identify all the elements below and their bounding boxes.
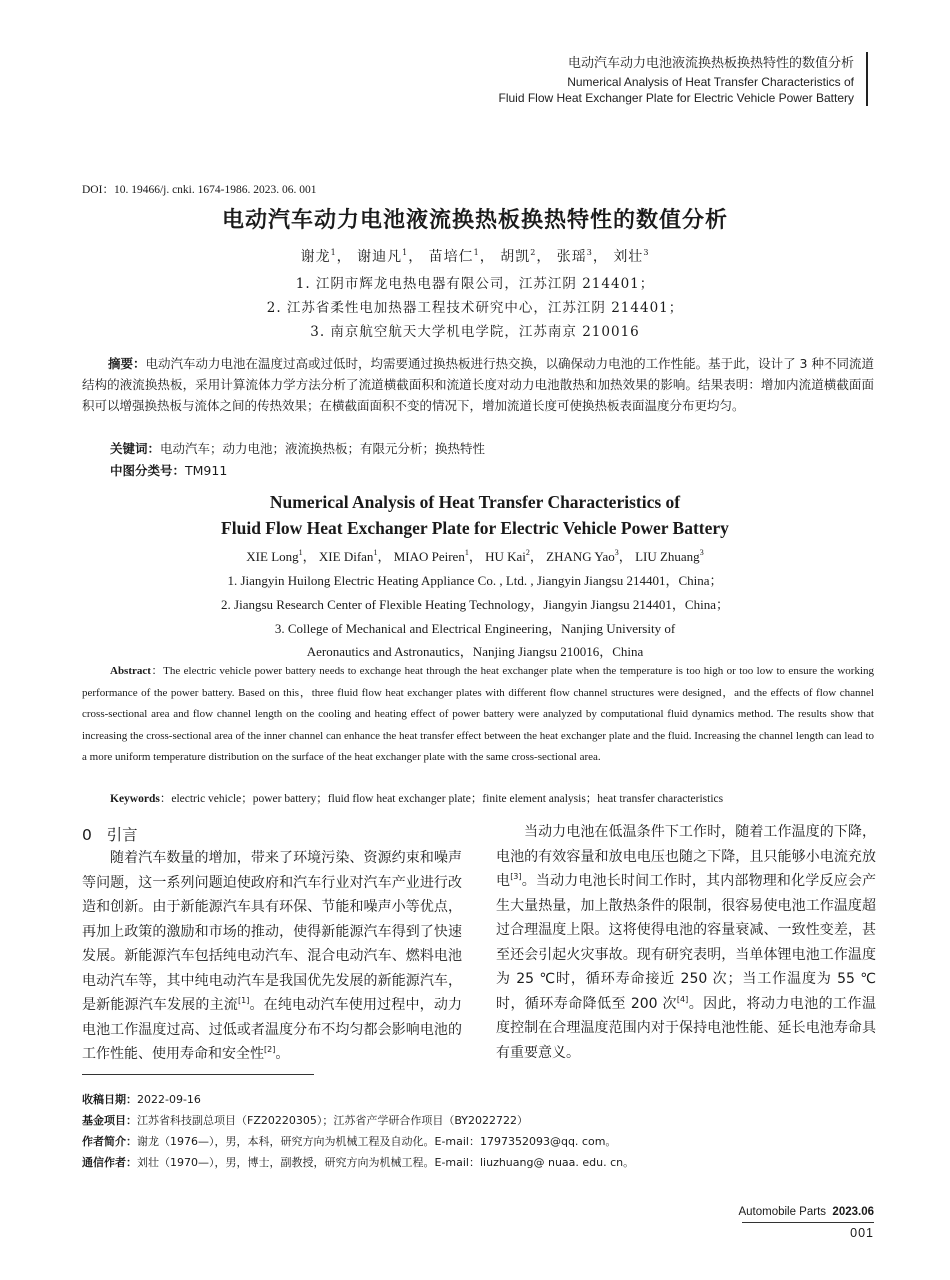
footnote-label: 作者简介： xyxy=(82,1135,137,1148)
section-title: 引言 xyxy=(106,826,138,844)
author-sup: 1 xyxy=(373,548,378,557)
affiliation-en-2: 2. Jiangsu Research Center of Flexible Heating Technology，Jiangyin Jiangsu 214401，China； xyxy=(221,597,729,612)
body-text: 当动力电池在低温条件下工作时，随着工作温度的下降，电池的有效容量和放电电压也随之下降，且只能够小电流充放电 xyxy=(496,824,876,889)
author-sup: 1 xyxy=(402,248,409,257)
author-cn: 谢迪凡 xyxy=(357,249,403,265)
author-sup: 3 xyxy=(643,248,650,257)
citation: [3] xyxy=(510,872,522,881)
keywords-cn-label: 关键词： xyxy=(110,441,161,456)
keywords-cn-text: 电动汽车；动力电池；液流换热板；有限元分析；换热特性 xyxy=(160,441,486,456)
keywords-en-text: ：electric vehicle；power battery；fluid flow heat exchanger plate；finite element analysis；heat transfer characteristics xyxy=(159,793,724,805)
footnote-received xyxy=(82,1091,201,1107)
author-cn: 刘壮 xyxy=(613,249,644,265)
author-sup: 3 xyxy=(699,548,704,557)
keywords-en-label: Keywords xyxy=(110,793,160,805)
author-sup: 3 xyxy=(586,248,593,257)
author-sup: 1 xyxy=(464,548,469,557)
body-text: 。当动力电池长时间工作时，其内部物理和化学反应会产生大量热量，加上散热条件的限制，很容易使电池工作温度超过合理温度上限。这将使得电池的容量衰减、一致性变差，甚至还会引起火灾事故。现有研究表明，当单体锂电池工作温度为 25 ℃时，循环寿命接近 250 次；当工作温度为 55 ℃时，循环寿命降低至 200 次 xyxy=(496,873,877,1012)
body-text: 随着汽车数量的增加，带来了环境污染、资源约束和噪声等问题，这一系列问题迫使政府和汽车行业对汽车产业进行改造和创新。由于新能源汽车具有环保、节能和噪声小等优点，再加上政策的激励和市场的推动，使得新能源汽车得到了快速发展。新能源汽车包括纯电动汽车、混合电动汽车、燃料电池电动汽车等，其中纯电动汽车是我国优先发展的新能源汽车，是新能源汽车发展的主流 xyxy=(82,850,462,1013)
author-sup: 3 xyxy=(614,548,619,557)
footnote-rule xyxy=(82,1074,314,1075)
author-sup: 1 xyxy=(473,248,480,257)
journal-issue: 2023.06 xyxy=(832,1206,874,1218)
clc-number xyxy=(110,461,227,479)
body-text: 。 xyxy=(275,1046,290,1062)
body-paragraph xyxy=(496,820,876,1065)
footnote-label: 通信作者： xyxy=(82,1156,137,1169)
journal-name: Automobile Parts xyxy=(738,1206,827,1218)
authors-cn: 谢龙$^1$， 谢迪凡$^1$， 苗培仁$^1$， 胡凯$^2$， 张瑶$^3$， 刘壮$^3$ xyxy=(300,248,650,265)
author-cn: 苗培仁 xyxy=(428,249,474,265)
footer-rule xyxy=(742,1222,874,1223)
citation: [1] xyxy=(237,996,250,1005)
author-sup: 1 xyxy=(298,548,303,557)
affiliation-en-3: 3. College of Mechanical and Electrical Engineering，Nanjing University of xyxy=(274,621,676,636)
author-en: ZHANG Yao xyxy=(546,549,615,564)
abstract-en-label: Abstract xyxy=(110,665,151,677)
author-cn: 谢龙 xyxy=(300,249,331,265)
footnote-fund xyxy=(82,1112,528,1128)
author-sup: 1 xyxy=(330,248,337,257)
footnote-text: 刘壮（1970—），男，博士，副教授，研究方向为机械工程。E-mail：liuzhuang@ nuaa. edu. cn。 xyxy=(137,1156,635,1169)
clc-text: TM911 xyxy=(185,463,228,478)
doi: DOI：10. 19466/j. cnki. 1674-1986. 2023. 06. 001 xyxy=(82,184,317,196)
citation: [2] xyxy=(264,1045,276,1054)
author-en: XIE Long xyxy=(246,549,299,564)
body-text: 。因此，将动力电池的工作温度控制在合理温度范围内对于保持电池性能、延长电池寿命具有重要意义。 xyxy=(496,995,877,1061)
keywords-en xyxy=(110,790,723,806)
page-number: 001 xyxy=(850,1226,874,1240)
affiliation-cn-2: 2. 江苏省柔性电加热器工程技术研究中心，江苏江阴 214401； xyxy=(266,300,684,316)
author-cn: 张瑶 xyxy=(556,249,587,265)
running-header-en-line1: Numerical Analysis of Heat Transfer Characteristics of xyxy=(567,75,854,89)
affiliation-cn-3: 3. 南京航空航天大学机电学院，江苏南京 210016 xyxy=(310,324,640,340)
footnote-label: 收稿日期： xyxy=(82,1093,137,1106)
affiliation-en-1: 1. Jiangyin Huilong Electric Heating Appliance Co. , Ltd. , Jiangyin Jiangsu 214401，China； xyxy=(227,573,723,588)
running-header-en-line2: Fluid Flow Heat Exchanger Plate for Electric Vehicle Power Battery xyxy=(498,91,854,105)
body-text: 。在纯电动汽车使用过程中，动力电池工作温度过高、过低或者温度分布不均匀都会影响电池的工作性能、使用寿命和安全性 xyxy=(82,997,463,1062)
body-column-left xyxy=(82,846,462,1067)
title-en-line1: Numerical Analysis of Heat Transfer Characteristics of xyxy=(269,492,681,512)
footnote-text: 谢龙（1976—），男，本科，研究方向为机械工程及自动化。E-mail：1797352093@qq. com。 xyxy=(137,1135,617,1148)
abstract-cn xyxy=(82,353,874,416)
author-en: XIE Difan xyxy=(318,549,374,564)
author-en: LIU Zhuang xyxy=(635,549,700,564)
title-cn: 电动汽车动力电池液流换热板换热特性的数值分析 xyxy=(221,208,728,233)
footnote-text: 江苏省科技副总项目（FZ20220305）；江苏省产学研合作项目（BY2022722） xyxy=(137,1114,529,1127)
section-number: 0 xyxy=(82,826,92,844)
title-en-line2: Fluid Flow Heat Exchanger Plate for Electric Vehicle Power Battery xyxy=(221,518,729,538)
body-paragraph xyxy=(82,846,462,1067)
affiliation-cn-1: 1. 江阴市辉龙电热电器有限公司，江苏江阴 214401； xyxy=(295,276,655,292)
citation: [4] xyxy=(676,994,689,1004)
author-sup: 2 xyxy=(530,248,537,257)
authors-en: XIE Long$^1$， XIE Difan$^1$， MIAO Peiren$^1$， HU Kai$^2$， ZHANG Yao$^3$， LIU Zhuang$^3$ xyxy=(246,548,704,564)
abstract-en-text: ：The electric vehicle power battery needs to exchange heat through the heat exchanger plate when the temperature is too high or too low to ensure the working performance of the power battery. Based on this，three fluid flow heat exchanger plates with different flow channel structures were designed，and the effects of flow channel cross-sectional area and flow channel length on the cooling and heating effect of power battery were analyzed by computational fluid dynamics method. The results show that increasing the cross-sectional area of the inner channel can enhance the heat transfer effect between the heat exchanger plate and the fluid. Increasing the channel length can lead to a more uniform temperature distribution on the surface of the heat exchanger plate with the same cross-sectional area. xyxy=(82,665,874,763)
footnote-author xyxy=(82,1133,616,1149)
abstract-cn-label: 摘要： xyxy=(108,356,146,371)
running-header-cn: 电动汽车动力电池液流换热板换热特性的数值分析 xyxy=(567,55,854,70)
section-heading xyxy=(82,823,138,845)
affiliation-en-4: Aeronautics and Astronautics，Nanjing Jiangsu 210016，China xyxy=(306,644,644,659)
abstract-cn-text: 电动汽车动力电池在温度过高或过低时，均需要通过换热板进行热交换，以确保动力电池的工作性能。基于此，设计了 3 种不同流道结构的液流换热板，采用计算流体力学方法分析了流道横截面积和流道长度对动力电池散热和加热效果的影响。结果表明：增加内流道横截面面积可以增强换热板与流体之间的传热效果；在横截面面积不变的情况下，增加流道长度可使换热板表面温度分布更均匀。 xyxy=(82,356,874,413)
running-header-bar xyxy=(866,52,868,106)
author-en: HU Kai xyxy=(485,549,526,564)
footnote-corresponding xyxy=(82,1154,634,1170)
author-en: MIAO Peiren xyxy=(393,549,465,564)
author-sup: 2 xyxy=(525,548,530,557)
keywords-cn xyxy=(110,439,485,457)
body-column-right xyxy=(496,820,876,1065)
footer-journal xyxy=(738,1206,874,1218)
clc-label: 中图分类号： xyxy=(110,463,186,478)
footnote-label: 基金项目： xyxy=(82,1114,137,1127)
abstract-en xyxy=(82,661,874,769)
author-cn: 胡凯 xyxy=(500,249,531,265)
footnote-text: 2022-09-16 xyxy=(137,1093,201,1106)
